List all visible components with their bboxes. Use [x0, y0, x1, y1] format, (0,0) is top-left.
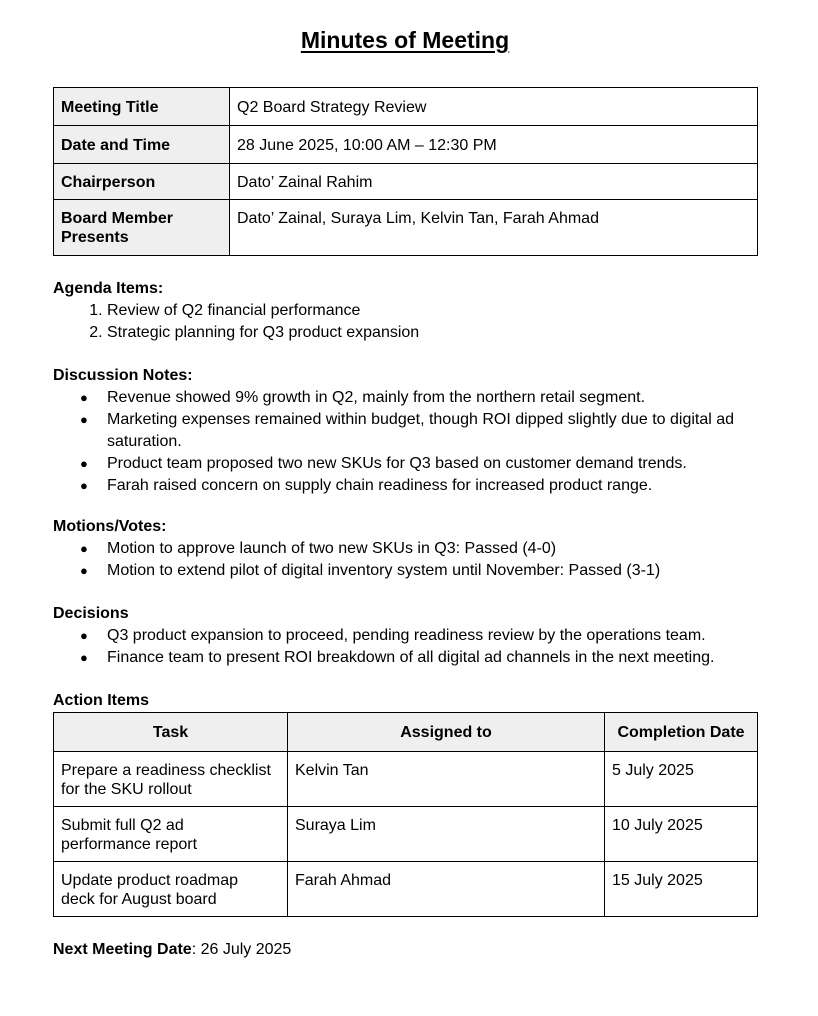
date-cell: 15 July 2025 — [605, 862, 758, 917]
action-items-section — [53, 690, 757, 917]
motions-section — [53, 516, 757, 582]
page-title: Minutes of Meeting — [300, 27, 510, 53]
date-cell: 5 July 2025 — [605, 752, 758, 807]
info-row-meeting-title — [54, 88, 758, 126]
members-value: Dato’ Zainal, Suraya Lim, Kelvin Tan, Farah Ahmad — [230, 200, 758, 256]
task-line1: Prepare a readiness checklist — [61, 762, 271, 779]
action-items-table — [53, 712, 758, 917]
action-heading: Action Items — [53, 692, 150, 709]
next-meeting — [53, 939, 757, 961]
members-label-line1: Board Member — [61, 210, 174, 227]
next-meeting-label: Next Meeting Date — [53, 941, 192, 958]
document-page — [53, 26, 757, 977]
list-item: ● Motion to extend pilot of digital inventory system until November: Passed (3-1) — [107, 560, 757, 582]
header-task: Task — [54, 713, 288, 752]
date-value: 28 June 2025, 10:00 AM – 12:30 PM — [230, 126, 758, 164]
list-item: ● Product team proposed two new SKUs for Q3 based on customer demand trends. — [107, 453, 757, 475]
task-cell — [54, 752, 288, 807]
list-item: 2. Strategic planning for Q3 product expansion — [107, 322, 757, 344]
table-row — [54, 752, 758, 807]
discussion-heading: Discussion Notes: — [53, 367, 193, 384]
task-line2: for the SKU rollout — [61, 781, 192, 798]
motions-list — [53, 538, 757, 582]
list-item: ● Motion to approve launch of two new SKUs in Q3: Passed (4-0) — [107, 538, 757, 560]
task-cell — [54, 807, 288, 862]
table-row — [54, 862, 758, 917]
agenda-section — [53, 278, 757, 344]
list-item: ● Finance team to present ROI breakdown of all digital ad channels in the next meeting. — [107, 647, 757, 669]
next-meeting-value: : 26 July 2025 — [191, 941, 292, 958]
task-line2: performance report — [61, 836, 198, 853]
assignee-cell: Kelvin Tan — [288, 752, 605, 807]
members-label-line2: Presents — [61, 229, 129, 246]
meeting-title-value: Q2 Board Strategy Review — [230, 88, 758, 126]
decisions-section — [53, 603, 757, 669]
discussion-list — [53, 387, 757, 497]
decisions-heading: Decisions — [53, 605, 129, 622]
agenda-heading: Agenda Items: — [53, 280, 164, 297]
assignee-cell: Suraya Lim — [288, 807, 605, 862]
chair-label: Chairperson — [54, 164, 230, 200]
list-item: 1. Review of Q2 financial performance — [107, 300, 757, 322]
members-label — [54, 200, 230, 256]
task-line1: Submit full Q2 ad — [61, 817, 184, 834]
motions-heading: Motions/Votes: — [53, 518, 167, 535]
task-cell — [54, 862, 288, 917]
list-item: ● Revenue showed 9% growth in Q2, mainly from the northern retail segment. — [107, 387, 757, 409]
info-row-date — [54, 126, 758, 164]
header-assigned-to: Assigned to — [288, 713, 605, 752]
list-item: ● Q3 product expansion to proceed, pending readiness review by the operations team. — [107, 625, 757, 647]
action-header-row — [54, 713, 758, 752]
chair-value: Dato’ Zainal Rahim — [230, 164, 758, 200]
agenda-list — [53, 300, 757, 344]
task-line1: Update product roadmap — [61, 872, 238, 889]
meeting-info-table — [53, 87, 758, 256]
decisions-list — [53, 625, 757, 669]
info-row-chair — [54, 164, 758, 200]
meeting-title-label: Meeting Title — [54, 88, 230, 126]
table-row — [54, 807, 758, 862]
task-line2: deck for August board — [61, 891, 217, 908]
list-item: ● Marketing expenses remained within budget, though ROI dipped slightly due to digital ad saturation. — [107, 409, 757, 453]
date-label: Date and Time — [54, 126, 230, 164]
list-item: ● Farah raised concern on supply chain readiness for increased product range. — [107, 475, 757, 497]
assignee-cell: Farah Ahmad — [288, 862, 605, 917]
header-completion-date: Completion Date — [605, 713, 758, 752]
discussion-section — [53, 365, 757, 497]
info-row-members — [54, 200, 758, 256]
date-cell: 10 July 2025 — [605, 807, 758, 862]
